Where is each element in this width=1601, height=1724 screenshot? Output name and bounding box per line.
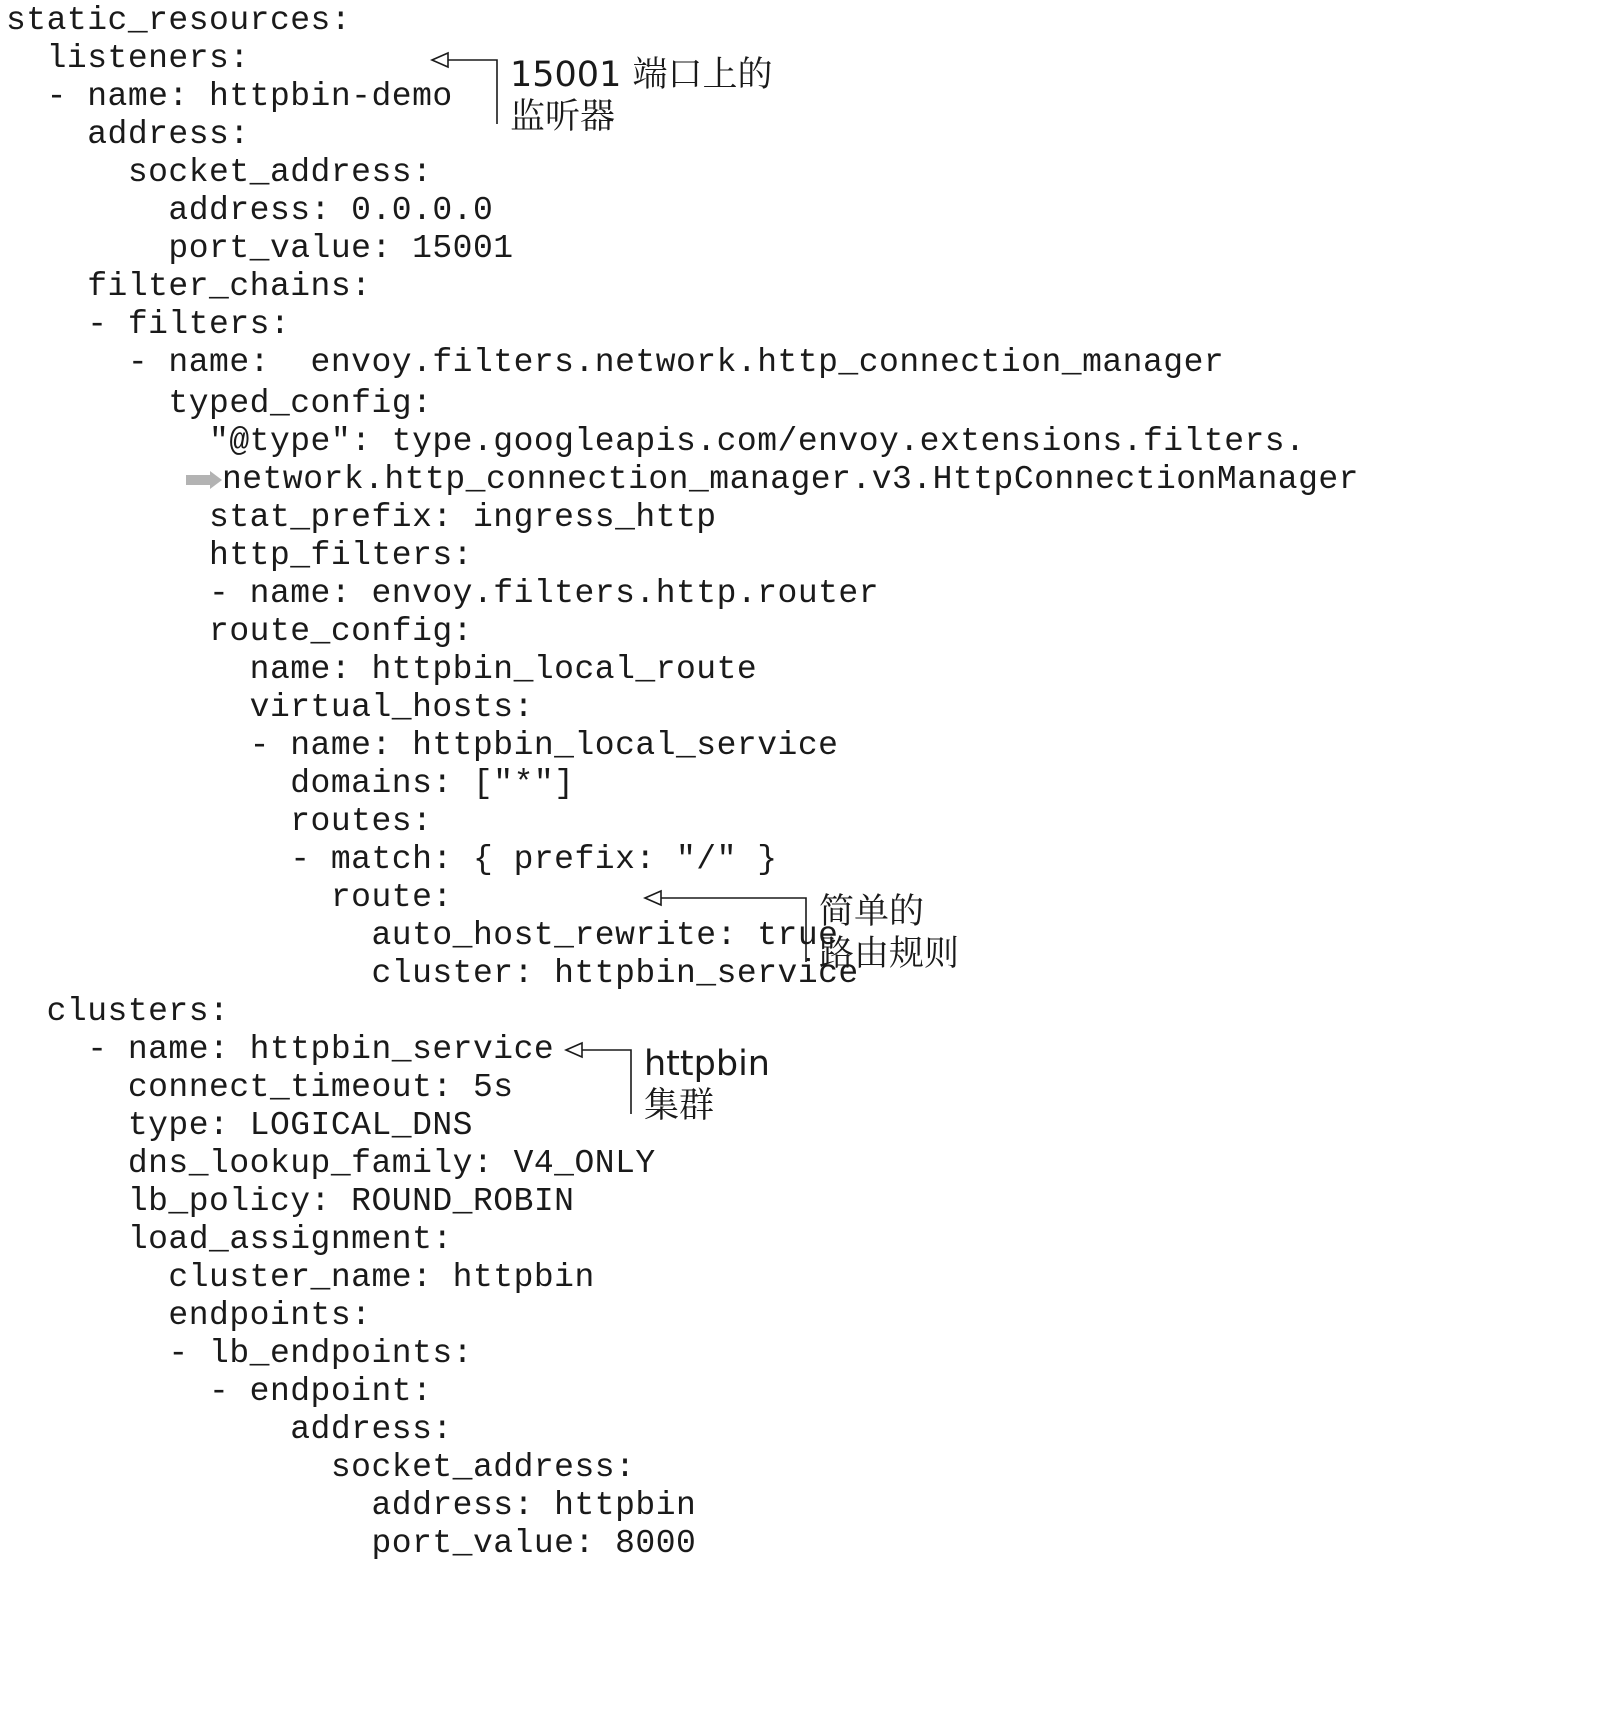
code-line: name: httpbin_local_route — [6, 651, 758, 688]
code-line: port_value: 8000 — [6, 1525, 697, 1562]
callout-text: 路由规则 — [819, 934, 960, 974]
listener-callout-leader — [432, 53, 497, 124]
code-line: static_resources: — [6, 2, 352, 39]
callout-text: httpbin — [644, 1044, 770, 1084]
code-line: - endpoint: — [6, 1373, 433, 1410]
code-line: network.http_connection_manager.v3.HttpConnectionManager — [222, 461, 1359, 498]
code-line: - name: httpbin-demo — [6, 78, 453, 115]
code-line: address: — [6, 116, 250, 153]
code-line: clusters: — [6, 993, 230, 1030]
code-line: - filters: — [6, 306, 291, 343]
code-line: stat_prefix: ingress_http — [6, 499, 717, 536]
listener-callout — [510, 54, 772, 138]
code-line: typed_config: — [6, 385, 433, 422]
code-line: - match: { prefix: "/" } — [6, 841, 778, 878]
code-line: "@type": type.googleapis.com/envoy.extensions.filters. — [6, 423, 1306, 460]
code-line: socket_address: — [6, 1449, 636, 1486]
code-line: cluster_name: httpbin — [6, 1259, 595, 1296]
code-line: address: 0.0.0.0 — [6, 192, 494, 229]
code-line: auto_host_rewrite: true — [6, 917, 839, 954]
code-line: routes: — [6, 803, 433, 840]
cluster-callout-leader — [566, 1043, 631, 1114]
code-line: address: — [6, 1411, 453, 1448]
code-line: listeners: — [6, 40, 250, 77]
code-line: endpoints: — [6, 1297, 372, 1334]
code-line: port_value: 15001 — [6, 230, 514, 267]
code-line: - lb_endpoints: — [6, 1335, 473, 1372]
code-line: virtual_hosts: — [6, 689, 534, 726]
route-callout — [819, 891, 959, 975]
code-line: socket_address: — [6, 154, 433, 191]
cluster-callout — [644, 1043, 770, 1127]
code-line: load_assignment: — [6, 1221, 453, 1258]
code-line: domains: ["*"] — [6, 765, 575, 802]
code-line: address: httpbin — [6, 1487, 697, 1524]
code-line: - name: envoy.filters.network.http_connection_manager — [6, 344, 1225, 381]
code-line: lb_policy: ROUND_ROBIN — [6, 1183, 575, 1220]
code-line: http_filters: — [6, 537, 473, 574]
callout-text: 集群 — [644, 1086, 715, 1126]
code-line: - name: envoy.filters.http.router — [6, 575, 880, 612]
route-callout-leader — [645, 891, 806, 962]
callout-text: 简单的 — [819, 892, 925, 932]
callout-text: 监听器 — [510, 97, 616, 137]
code-line: route_config: — [6, 613, 473, 650]
code-line: type: LOGICAL_DNS — [6, 1107, 473, 1144]
code-line: route: — [6, 879, 453, 916]
code-line: dns_lookup_family: V4_ONLY — [6, 1145, 656, 1182]
code-line: - name: httpbin_service — [6, 1031, 555, 1068]
code-line: filter_chains: — [6, 268, 372, 305]
code-line: - name: httpbin_local_service — [6, 727, 839, 764]
callout-text: 15001 端口上的 — [510, 55, 773, 95]
code-line: connect_timeout: 5s — [6, 1069, 514, 1106]
code-line: cluster: httpbin_service — [6, 955, 859, 992]
